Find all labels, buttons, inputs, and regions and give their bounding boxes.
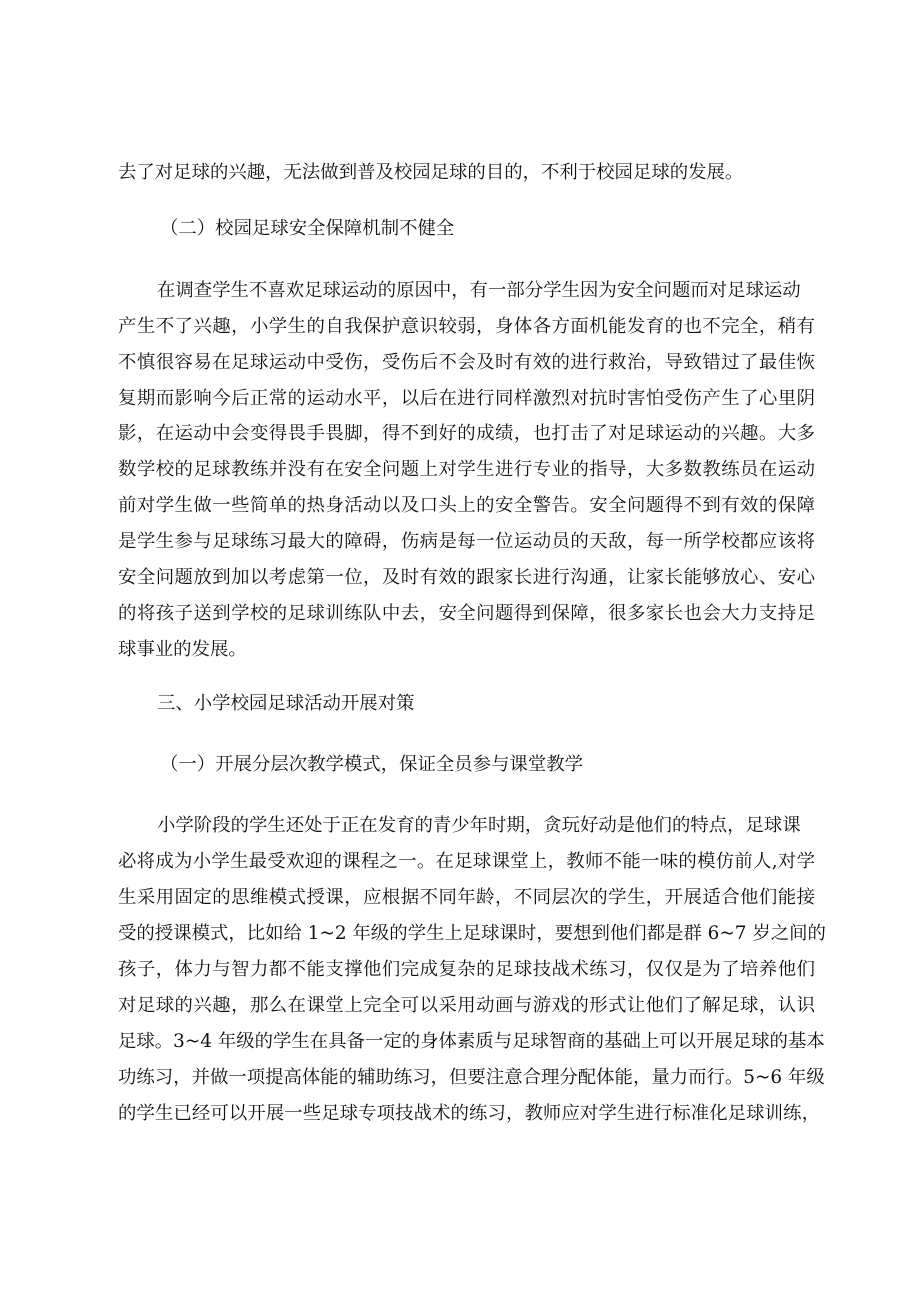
text-line: 的学生已经可以开展一些足球专项技战术的练习，教师应对学生进行标准化足球训练， (118, 1103, 820, 1124)
text-line: 复期而影响今后正常的运动水平，以后在进行同样激烈对抗时害怕受伤产生了心里阴 (118, 388, 815, 409)
paragraph-continuation: 去了对足球的兴趣，无法做到普及校园足球的目的，不利于校园足球的发展。 (118, 162, 744, 183)
text-line: 功练习，并做一项提高体能的辅助练习，但要注意合理分配体能，量力而行。5~6 年级 (118, 1067, 825, 1088)
text-line: 影，在运动中会变得畏手畏脚，得不到好的成绩，也打击了对足球运动的兴趣。大多 (118, 423, 815, 444)
subheading-layered-teaching: （一）开展分层次教学模式，保证全员参与课堂教学 (160, 754, 583, 775)
text-line: 对足球的兴趣，那么在课堂上完全可以采用动画与游戏的形式让他们了解足球，认识 (118, 995, 815, 1016)
text-line: 必将成为小学生最受欢迎的课程之一。在足球课堂上，教师不能一味的模仿前人,对学 (118, 851, 815, 872)
text-line: 产生不了兴趣，小学生的自我保护意识较弱，身体各方面机能发育的也不完全，稍有 (118, 316, 815, 337)
text-line: 的将孩子送到学校的足球训练队中去，安全问题得到保障，很多家长也会大力支持足 (118, 603, 815, 624)
subheading-safety: （二）校园足球安全保障机制不健全 (160, 218, 455, 239)
text-line: 孩子，体力与智力都不能支撑他们完成复杂的足球技战术练习，仅仅是为了培养他们 (118, 959, 815, 980)
text-line: 是学生参与足球练习最大的障碍，伤病是每一位运动员的天敌，每一所学校都应该将 (118, 531, 815, 552)
text-line: 小学阶段的学生还处于正在发育的青少年时期，贪玩好动是他们的特点，足球课 (157, 815, 801, 836)
text-line: 足球。3~4 年级的学生在具备一定的身体素质与足球智商的基础上可以开展足球的基本 (118, 1031, 825, 1052)
text-line: 生采用固定的思维模式授课，应根据不同年龄，不同层次的学生，开展适合他们能接 (118, 887, 815, 908)
section-heading-3: 三、小学校园足球活动开展对策 (157, 693, 415, 714)
text-line: 球事业的发展。 (118, 639, 247, 660)
text-line: 受的授课模式，比如给 1~2 年级的学生上足球课时，要想到他们都是群 6~7 岁之间的 (118, 923, 826, 944)
text-line: 安全问题放到加以考虑第一位，及时有效的跟家长进行沟通，让家长能够放心、安心 (118, 567, 815, 588)
text-line: 数学校的足球教练并没有在安全问题上对学生进行专业的指导，大多数教练员在运动 (118, 459, 815, 480)
text-line: 不慎很容易在足球运动中受伤，受伤后不会及时有效的进行救治，导致错过了最佳恢 (118, 352, 815, 373)
text-line: 前对学生做一些简单的热身活动以及口头上的安全警告。安全问题得不到有效的保障 (118, 495, 815, 516)
text-line: 在调查学生不喜欢足球运动的原因中，有一部分学生因为安全问题而对足球运动 (157, 280, 801, 301)
